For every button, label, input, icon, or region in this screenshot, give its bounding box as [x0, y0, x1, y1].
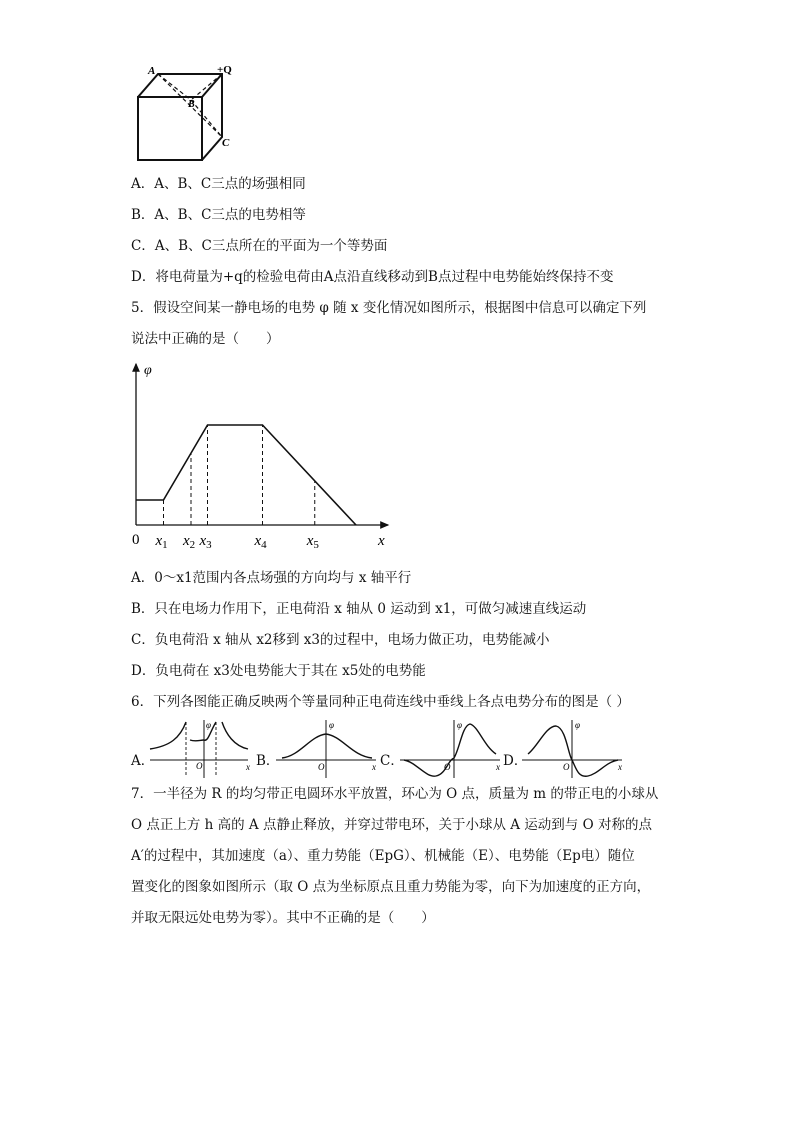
q7-line-1: 7．一半径为 R 的均匀带正电圆环水平放置，环心为 O 点，质量为 m 的带正电的小球从	[131, 786, 659, 802]
q7-line-2: O 点正上方 h 高的 A 点静止释放，并穿过带电环，关于小球从 A 运动到与 O 对称的点	[131, 817, 652, 833]
svg-text:O: O	[196, 761, 203, 771]
q4-option-b: B．A、B、C三点的电势相等	[131, 207, 306, 223]
q7-line-3: A′的过程中，其加速度（a）、重力势能（EpG）、机械能（E）、电势能（Ep电）随位	[131, 848, 635, 864]
q5-option-a: A．0～x1范围内各点场强的方向均与 x 轴平行	[131, 570, 412, 586]
phi-curve	[136, 425, 356, 525]
q6-stem: 6．下列各图能正确反映两个等量同种正电荷连线中垂线上各点电势分布的图是（ ）	[131, 694, 630, 710]
q6-graph-b	[272, 718, 380, 780]
q5-option-c: C．负电荷沿 x 轴从 x2移到 x3的过程中，电场力做正功，电势能减小	[131, 632, 550, 648]
q5-option-d: D．负电荷在 x3处电势能大于其在 x5处的电势能	[131, 663, 426, 679]
tick-label-x2: $x_2$	[183, 533, 196, 551]
origin-label: 0	[132, 532, 140, 548]
svg-text:x: x	[618, 762, 622, 772]
svg-text:O: O	[318, 762, 325, 772]
q6-graph-d	[518, 718, 626, 780]
tick-label-x3: $x_3$	[199, 533, 212, 551]
phi-x-chart	[126, 358, 396, 552]
q5-stem-line1: 5．假设空间某一静电场的电势 φ 随 x 变化情况如图所示，根据图中信息可以确定下列	[131, 300, 647, 316]
cube-label-a: A	[148, 65, 156, 77]
svg-text:φ: φ	[457, 720, 462, 730]
q6-label-a: A．	[131, 753, 155, 769]
cube-label-q: +Q	[217, 64, 232, 76]
svg-text:φ: φ	[329, 720, 334, 730]
svg-text:x: x	[372, 762, 376, 772]
q4-option-c: C．A、B、C三点所在的平面为一个等势面	[131, 238, 388, 254]
tick-label-x4: $x_4$	[254, 533, 267, 551]
x-axis-label: x	[378, 533, 385, 549]
q6-label-d: D．	[503, 753, 528, 769]
q6-graph-c	[396, 718, 504, 780]
svg-text:O: O	[563, 762, 570, 772]
svg-text:x: x	[246, 762, 250, 772]
q4-option-a: A．A、B、C三点的场强相同	[131, 176, 306, 192]
svg-text:φ: φ	[575, 720, 580, 730]
q6-label-b: B．	[256, 753, 280, 769]
q6-graph-a	[146, 718, 254, 780]
cube-figure	[128, 60, 240, 164]
svg-text:φ: φ	[206, 720, 211, 730]
tick-label-x1: $x_1$	[155, 533, 168, 551]
q5-stem-line2: 说法中正确的是（ ）	[131, 331, 280, 347]
q6-label-c: C．	[380, 753, 404, 769]
q7-line-4: 置变化的图象如图所示（取 O 点为坐标原点且重力势能为零，向下为加速度的正方向，	[131, 879, 651, 895]
cube-label-b: B	[188, 99, 195, 110]
q7-line-5: 并取无限远处电势为零）。其中不正确的是（ ）	[131, 910, 435, 926]
tick-label-x5: $x_5$	[306, 533, 319, 551]
y-axis-label: φ	[144, 363, 152, 378]
q4-option-d: D．将电荷量为+q的检验电荷由A点沿直线移动到B点过程中电势能始终保持不变	[131, 269, 614, 285]
cube-label-c: C	[222, 137, 230, 149]
svg-text:x: x	[496, 762, 500, 772]
svg-text:O: O	[444, 762, 451, 772]
q5-option-b: B．只在电场力作用下，正电荷沿 x 轴从 0 运动到 x1，可做匀减速直线运动	[131, 601, 587, 617]
